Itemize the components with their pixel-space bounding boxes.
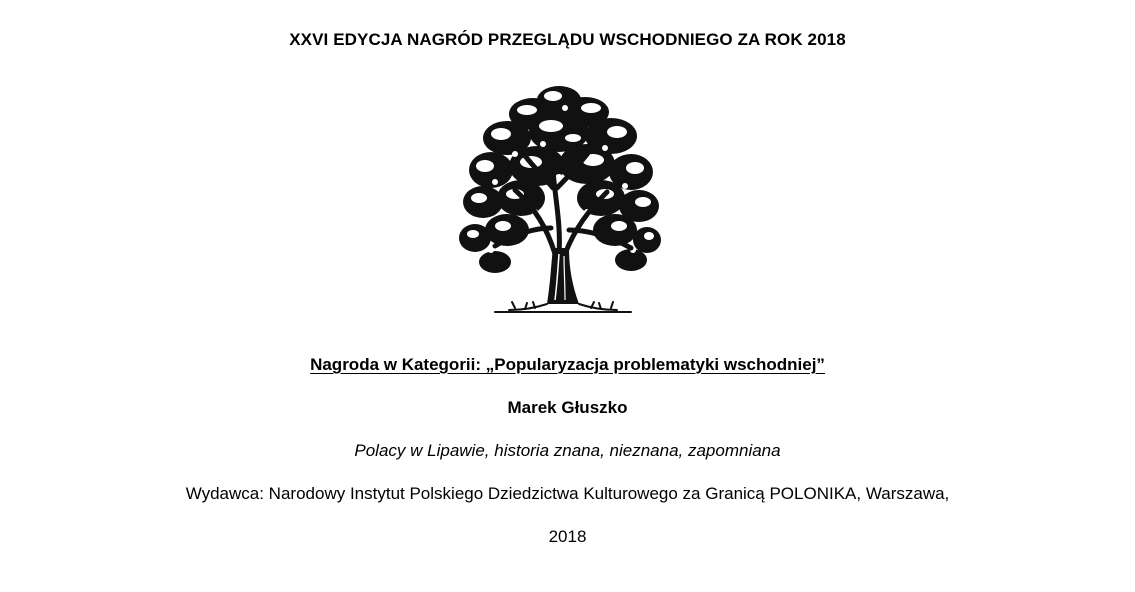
publication-year: 2018 <box>548 527 587 546</box>
author-name: Marek Głuszko <box>507 398 628 417</box>
award-category: Nagroda w Kategorii: „Popularyzacja problematyki wschodniej” <box>310 355 825 374</box>
book-title: Polacy w Lipawie, historia znana, nieznana, zapomniana <box>354 441 781 460</box>
oak-tree-icon <box>455 78 667 318</box>
publisher-line: Wydawca: Narodowy Instytut Polskiego Dziedzictwa Kulturowego za Granicą POLONIKA, Warszawa, <box>185 484 950 503</box>
document-title: XXVI EDYCJA NAGRÓD PRZEGLĄDU WSCHODNIEGO ZA ROK 2018 <box>289 30 846 49</box>
